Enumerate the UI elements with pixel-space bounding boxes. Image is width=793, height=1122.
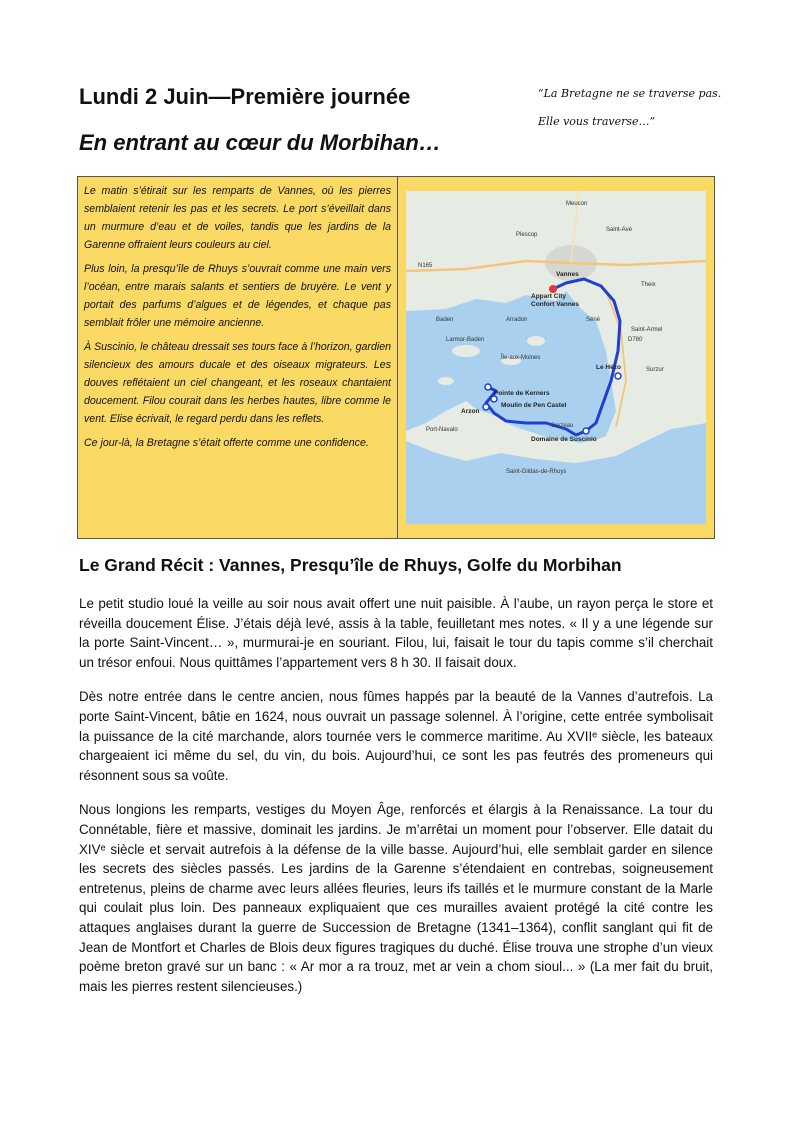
map-label-le-hezo: Le Hézo bbox=[596, 364, 621, 371]
stop-marker bbox=[583, 428, 589, 434]
map-svg bbox=[406, 191, 706, 524]
body-paragraph: Nous longions les remparts, vestiges du Moyen Âge, renforcés et élargis à la Renaissance. La tour du Connétable, fière et massive, dominait les jardins. Je m’arrêtai un moment pour l’observer. Elle datait du XIVᵉ siècle et servait autrefois à la défense de la ville basse. Aujourd’hui, elle semblait garder en silence les secrets des siècles passés. Les jardins de la Garenne s’étendaient en contrebas, soigneusement entretenus, pleins de charme avec leurs allées fleuries, leurs ifs taillés et le murmure constant de la Marle qui coulait plus loin. Des panneaux expliquaient que ces murailles avaient protégé la cité contre les attaques anglaises durant la guerre de Succession de Bretagne (1341–1364), conflit sanglant qui fit de Jean de Montfort et Charles de Blois deux figures tragiques du duché. Élise trouva une strophe d’un vieux poème breton gravé sur un banc : « Ar mor a ra trouz, met ar vein a chom sioul... » (La mer fait du bruit, mais les pierres restent silencieuses.) bbox=[79, 802, 713, 994]
summary-paragraph: Ce jour-là, la Bretagne s’était offerte comme une confidence. bbox=[84, 437, 369, 449]
map-label-saint-armel: Saint-Armel bbox=[631, 327, 663, 333]
island bbox=[527, 336, 545, 346]
map-label-theix: Theix bbox=[641, 282, 656, 288]
map-label-confort: Confort Vannes bbox=[531, 301, 580, 308]
quote-line-1: “La Bretagne ne se traverse pas. bbox=[538, 87, 722, 100]
summary-paragraph: À Suscinio, le château dressait ses tours face à l’horizon, gardien silencieux des amours ducale et des oiseaux migrateurs. Les douves reflétaient un ciel changeant, et les roseaux chantaient doucement. Filou courait dans les herbes hautes, libre comme le vent. Elise écrivait, le regard perdu dans les reflets. bbox=[84, 341, 391, 425]
map-label-moulin: Moulin de Pen Castel bbox=[501, 402, 567, 409]
map-label-sarzeau: Sarzeau bbox=[551, 423, 574, 429]
map-label-arzon: Arzon bbox=[461, 408, 480, 415]
route-map-frame bbox=[398, 177, 714, 538]
map-label-road-d780: D780 bbox=[628, 337, 643, 343]
island bbox=[452, 345, 480, 357]
body-paragraph: Le petit studio loué la veille au soir nous avait offert une nuit paisible. À l’aube, un rayon perça le store et réveilla doucement Élise. J’étais déjà levé, assis à la table, feuilletant mes notes. « Il y a une légende sur la porte Saint-Vincent… », murmurai-je en souriant. Filou, lui, faisait le tour du tapis comme s’il cherchait un trésor enfoui. Nous quittâmes l’appartement vers 8 h 30. Il faisait doux. bbox=[79, 596, 713, 670]
island bbox=[438, 377, 454, 385]
quote-line-2: Elle vous traverse…” bbox=[538, 115, 656, 128]
start-marker bbox=[549, 285, 557, 293]
map-label-larmor-baden: Larmor-Baden bbox=[446, 337, 485, 343]
epigraph-quote bbox=[538, 80, 728, 136]
map-label-saint-ave: Saint-Avé bbox=[606, 227, 632, 233]
map-label-arradon: Arradon bbox=[506, 317, 528, 323]
map-label-vannes: Vannes bbox=[556, 271, 579, 278]
summary-paragraph: Le matin s’étirait sur les remparts de Vannes, où les pierres semblaient retenir les pas et les secrets. Le port s’éveillait dans un murmure d’eau et de voiles, tandis que les jardins de la Garenne offraient leurs couleurs au ciel. bbox=[84, 185, 391, 251]
stop-marker bbox=[483, 404, 489, 410]
map-label-road-n165: N165 bbox=[418, 263, 433, 269]
map-label-port-navalo: Port-Navalo bbox=[426, 427, 458, 433]
map-label-kerners: Pointe de Kerners bbox=[494, 390, 550, 397]
map-label-ile-aux-moines: Île-aux-Moines bbox=[501, 355, 541, 361]
map-label-meucon: Meucon bbox=[566, 201, 588, 207]
section-title: Le Grand Récit : Vannes, Presqu’île de Rhuys, Golfe du Morbihan bbox=[79, 555, 622, 575]
route-map bbox=[406, 191, 706, 524]
map-label-appart: Appart City bbox=[531, 293, 567, 300]
map-label-domaine: Domaine de Suscinio bbox=[531, 436, 597, 443]
narrative-body bbox=[79, 594, 713, 1011]
map-label-surzur: Surzur bbox=[646, 367, 664, 373]
stop-marker bbox=[615, 373, 621, 379]
stop-marker bbox=[485, 384, 491, 390]
summary-text bbox=[78, 177, 398, 538]
summary-box bbox=[77, 176, 715, 539]
body-paragraph: Dès notre entrée dans le centre ancien, nous fûmes happés par la beauté de la Vannes d’autrefois. La porte Saint-Vincent, bâtie en 1624, nous ouvrait un passage solennel. À l’origine, cette entrée symbolisait la puissance de la cité marchande, alors tournée vers le commerce maritime. Au XVIIᵉ siècle, les bateaux chargeaient ici même du sel, du vin, du bois. Aujourd’hui, ce sont les pas feutrés des promeneurs qui résonnent sous sa voûte. bbox=[79, 689, 713, 783]
map-label-plescop: Plescop bbox=[516, 232, 538, 238]
map-label-saint-gildas: Saint-Gildas-de-Rhuys bbox=[506, 469, 567, 475]
map-label-sene: Séné bbox=[586, 317, 601, 323]
page-subtitle: En entrant au cœur du Morbihan… bbox=[79, 130, 441, 155]
summary-paragraph: Plus loin, la presqu’île de Rhuys s’ouvrait comme une main vers l’océan, entre marais salants et sentiers de bruyère. Le vent y portait des parfums d’algues et de légendes, et chaque pas semblait frôler une mémoire ancienne. bbox=[84, 263, 391, 329]
map-label-baden: Baden bbox=[436, 317, 454, 323]
page-title: Lundi 2 Juin—Première journée bbox=[79, 84, 411, 109]
